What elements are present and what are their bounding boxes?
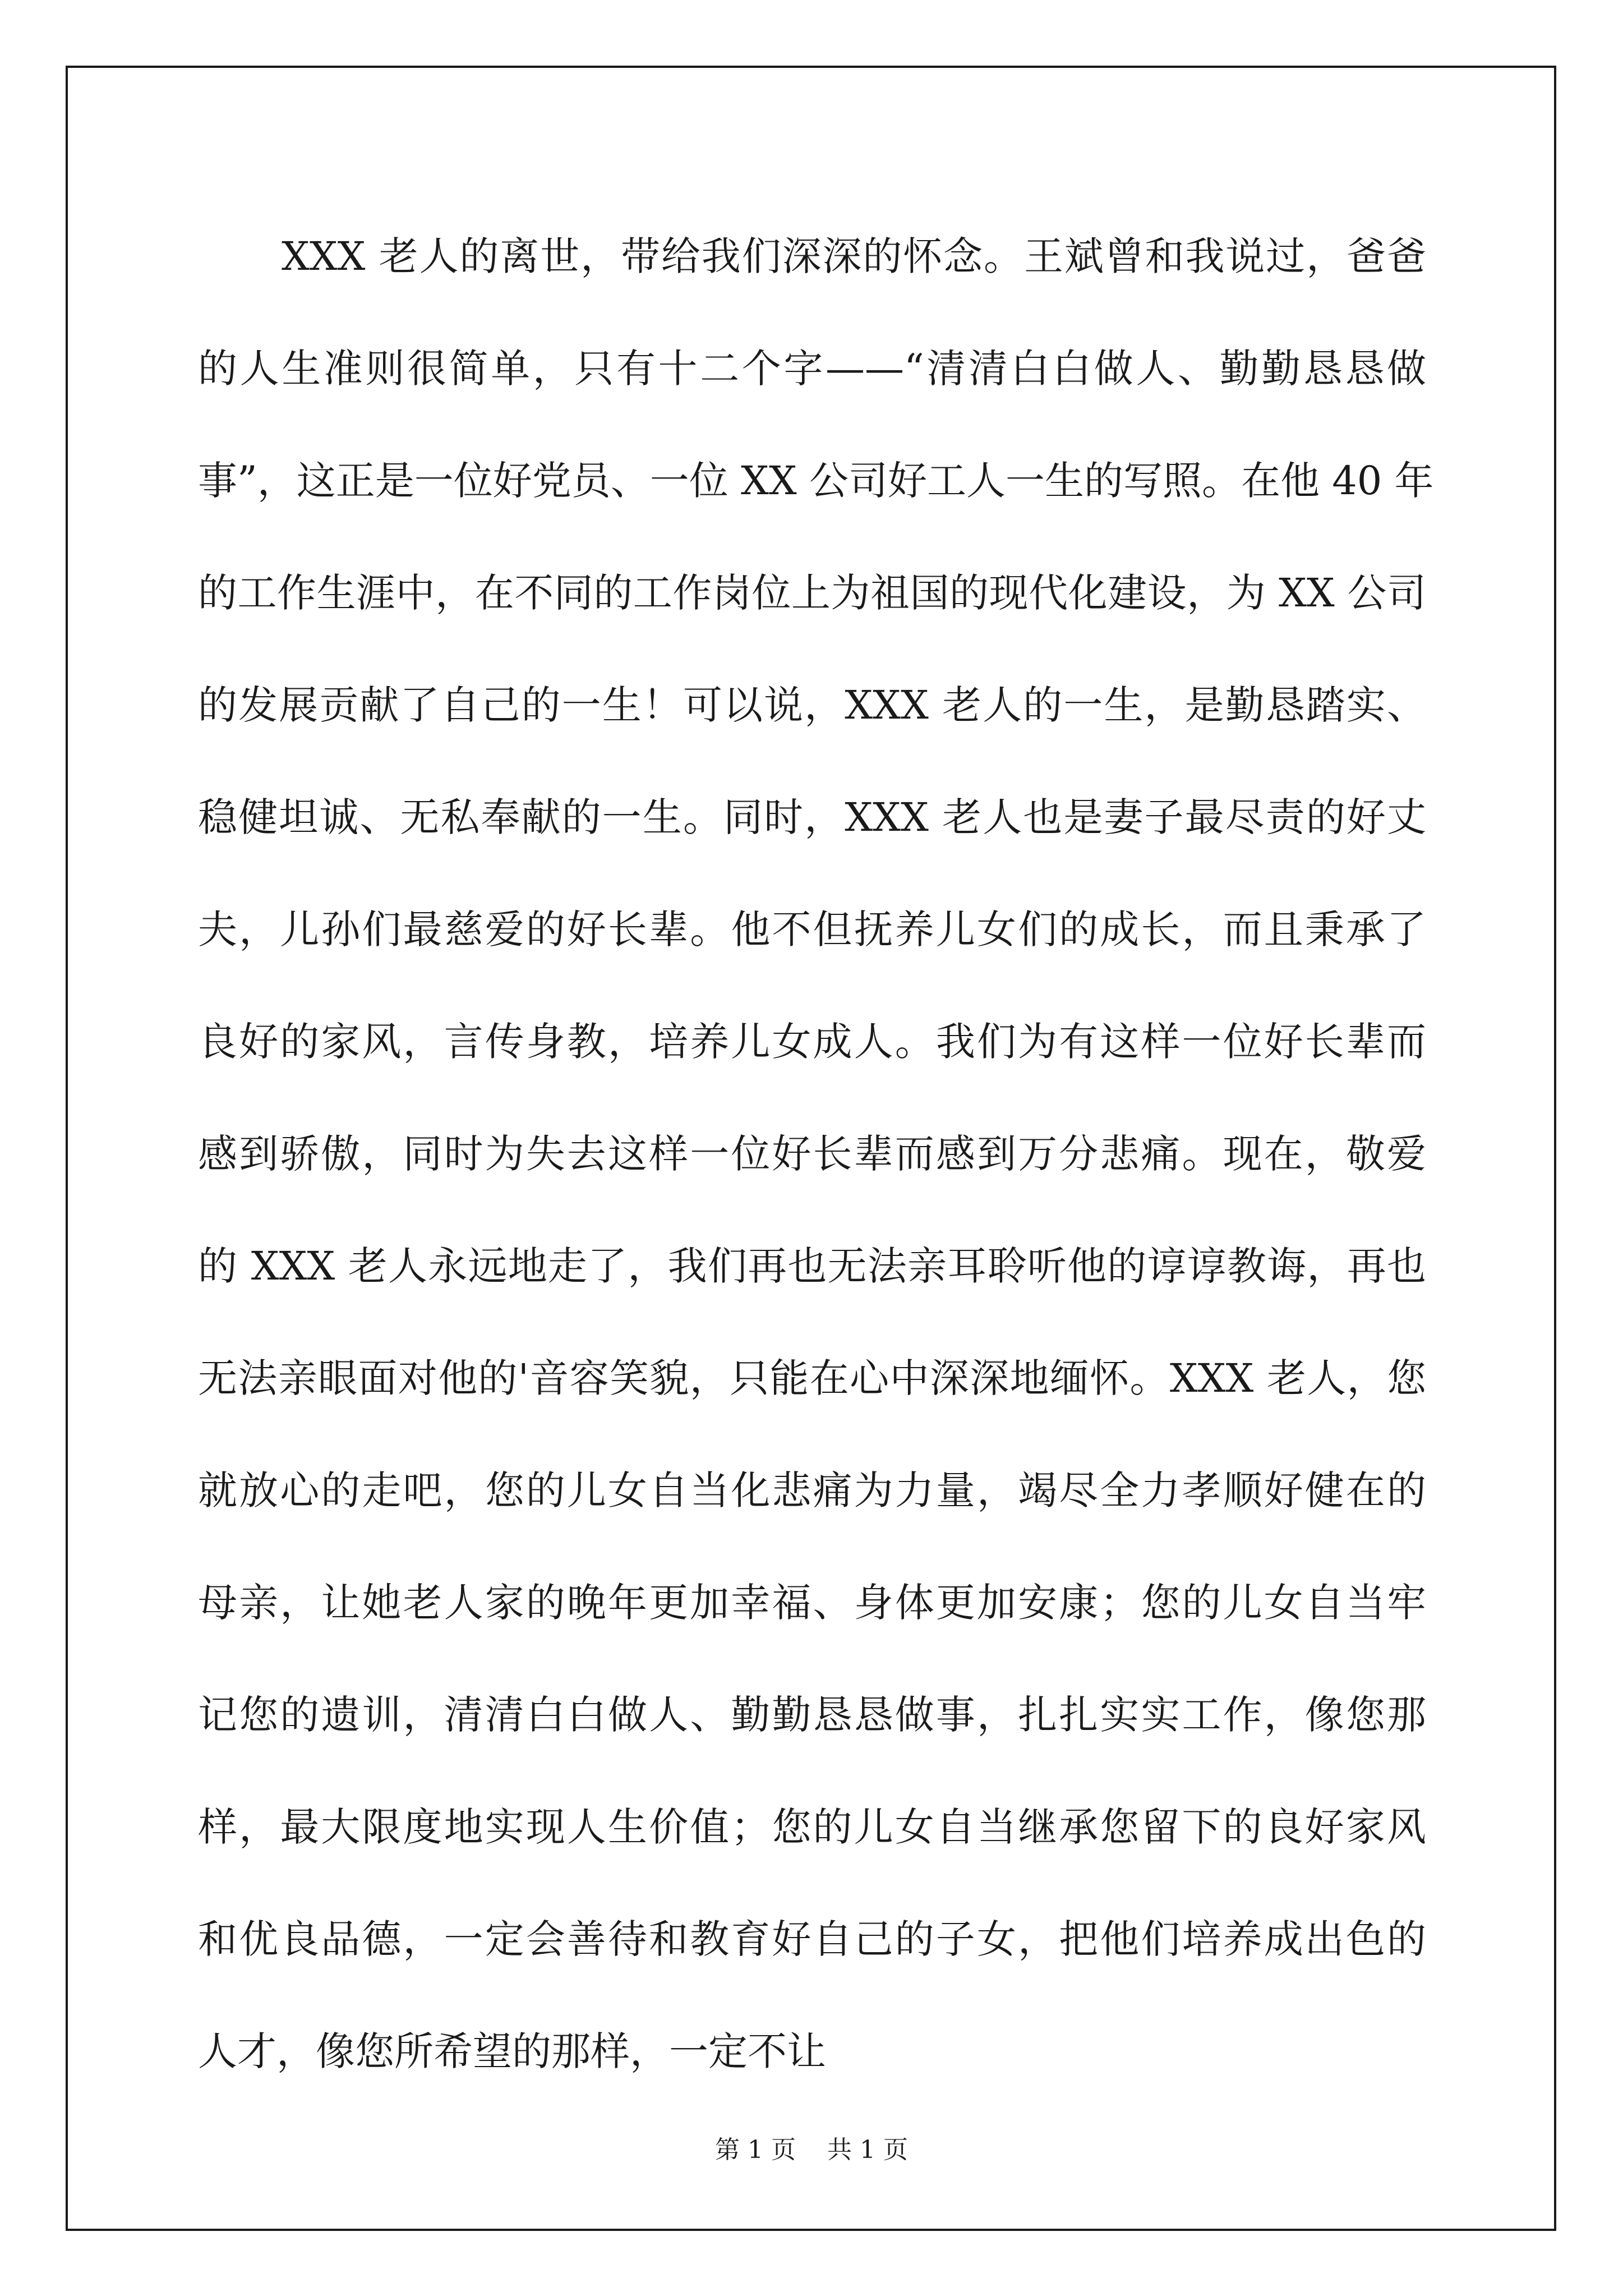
body-paragraph (198, 200, 1434, 2108)
text-line: 人才，像您所希望的那样，一定不让 (198, 2028, 826, 2074)
text-line: 母亲，让她老人家的晚年更加幸福、身体更加安康；您的儿女自当牢 (198, 1580, 1426, 1626)
text-line: 无法亲眼面对他的'音容笑貌，只能在心中深深地缅怀。XXX 老人，您 (198, 1355, 1426, 1401)
text-line: 和优良品德，一定会善待和教育好自己的子女，把他们培养成出色的 (198, 1916, 1426, 1962)
text-line: 记您的遗训，清清白白做人、勤勤恳恳做事，扎扎实实工作，像您那 (198, 1692, 1426, 1738)
text-line: 就放心的走吧，您的儿女自当化悲痛为力量，竭尽全力孝顺好健在的 (198, 1467, 1426, 1513)
text-line: 的 XXX 老人永远地走了，我们再也无法亲耳聆听他的谆谆教诲，再也 (198, 1243, 1426, 1289)
text-line: 感到骄傲，同时为失去这样一位好长辈而感到万分悲痛。现在，敬爱 (198, 1131, 1426, 1177)
text-line: 良好的家风，言传身教，培养儿女成人。我们为有这样一位好长辈而 (198, 1019, 1426, 1065)
text-line: 的工作生涯中，在不同的工作岗位上为祖国的现代化建设，为 XX 公司 (198, 570, 1426, 616)
text-line: 的发展贡献了自己的一生！可以说，XXX 老人的一生，是勤恳踏实、 (198, 682, 1426, 728)
text-line: 样，最大限度地实现人生价值；您的儿女自当继承您留下的良好家风 (198, 1804, 1426, 1850)
page-number: 第 1 页 (715, 2136, 796, 2164)
text-line: 事”，这正是一位好党员、一位 XX 公司好工人一生的写照。在他 40 年 (198, 458, 1434, 504)
text-line: XXX 老人的离世，带给我们深深的怀念。王斌曾和我说过，爸爸 (282, 233, 1426, 279)
page-footer (0, 2129, 1623, 2165)
text-line: 的人生准则很简单，只有十二个字——“清清白白做人、勤勤恳恳做 (198, 346, 1426, 392)
text-line: 稳健坦诚、无私奉献的一生。同时，XXX 老人也是妻子最尽责的好丈 (198, 794, 1426, 840)
page-total: 共 1 页 (827, 2136, 908, 2164)
text-line: 夫，儿孙们最慈爱的好长辈。他不但抚养儿女们的成长，而且秉承了 (198, 907, 1426, 953)
